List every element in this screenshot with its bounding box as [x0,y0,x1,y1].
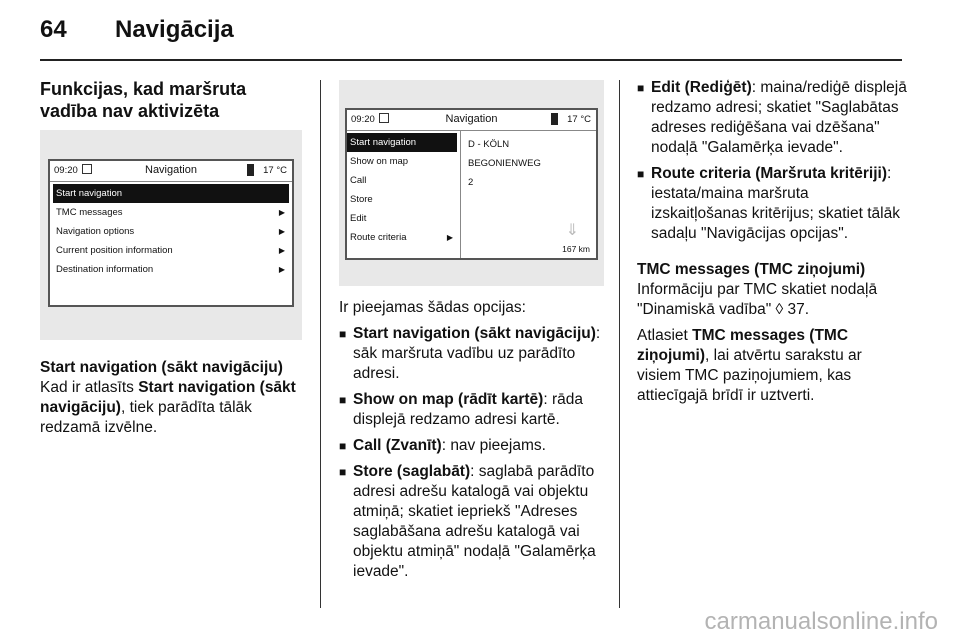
option-list [339,324,609,582]
paragraph: Kad ir atlasīts Start navigation (sākt navigāciju), tiek parādīta tālāk redzamā izvēlne. [40,379,296,436]
arrow-down-icon: ⇓ [565,222,579,239]
destination-detail [468,135,541,192]
menu-item-edit[interactable]: Edit [350,213,367,224]
watermark: carmanualsonline.info [704,608,938,635]
screen-title: Navigation [445,113,498,125]
screen-figure-2 [339,80,604,286]
menu-item-start-navigation[interactable]: Start navigation [347,133,457,152]
chevron-right-icon: ▶ [278,208,285,217]
menu-item-start-navigation[interactable]: Start navigation [53,184,289,203]
display-screen [48,159,294,307]
screen-figure-1 [40,130,302,340]
thermometer-icon [247,164,254,176]
list-item: ■ Start navigation (sākt navigāciju): sāk maršruta vadību uz parādīto adresi. [339,324,609,384]
column-divider [320,80,321,608]
chevron-right-icon: ▶ [446,233,453,242]
column-divider [619,80,620,608]
menu-item-store[interactable]: Store [350,194,373,205]
list-item: ■ Route criteria (Maršruta kritēriji): iestata/maina maršruta izskaitļošanas kritērijus; skatiet tālāk sadaļu "Navigācijas opcijas". [637,164,907,244]
status-bar [347,110,596,131]
column-3 [637,78,907,406]
destination-street: BEGONIENWEG [468,158,541,169]
section-title: Funkcijas, kad maršruta vadība nav aktivizēta [40,79,247,121]
chevron-right-icon: ▶ [278,227,285,236]
paragraph: Informāciju par TMC skatiet nodaļā "Dinamiskā vadība" ◊ 37. [637,281,878,318]
destination-city: D - KÖLN [468,139,510,150]
list-item: ■ Edit (Rediģēt): maina/rediģē displejā redzamo adresi; skatiet "Saglabātas adreses rediģēšana vai dzēšana" nodaļā "Galamērķa ievade". [637,78,907,158]
column-2 [339,298,609,588]
screen-title: Navigation [145,164,197,176]
menu-item-destination-information[interactable]: Destination information ▶ [53,260,289,279]
menu-item-current-position[interactable]: Current position information ▶ [53,241,289,260]
menu-item-show-on-map[interactable]: Show on map [350,156,409,167]
list-item: ■ Store (saglabāt): saglabā parādīto adresi adrešu katalogā vai objektu atmiņā; skatiet iepriekš "Adreses saglabāšana adrešu katalogā vai objektu atmiņā" nodaļā "Galamērķa ievade". [339,462,609,582]
status-bar [50,161,292,182]
menu-list [347,133,457,247]
column-1 [40,78,306,122]
list-item: ■ Show on map (rādīt kartē): rāda displejā redzamo adresi kartē. [339,390,609,430]
column-1-body [40,358,306,438]
display-screen [345,108,598,260]
panel-divider [460,130,461,258]
chevron-right-icon: ▶ [278,265,285,274]
thermometer-icon [551,113,558,125]
clock-time: 09:20 [351,114,375,125]
distance: 167 km [562,244,590,254]
page-number: 64 [40,16,67,43]
paragraph: Ir pieejamas šādas opcijas: [339,299,526,316]
chapter-title: Navigācija [115,16,234,43]
menu-item-tmc-messages[interactable]: TMC messages ▶ [53,203,289,222]
list-item: ■ Call (Zvanīt): nav pieejams. [339,436,609,456]
menu-list [53,184,289,279]
temperature: 17 °C [567,114,591,125]
paragraph: Atlasiet TMC messages (TMC ziņojumi), lai atvērtu sarakstu ar visiem TMC paziņojumiem, kas attiecīgajā brīdī ir uztverti. [637,327,862,404]
destination-number: 2 [468,177,474,188]
subsection-title: TMC messages (TMC ziņojumi) [637,261,866,278]
clock-time: 09:20 [54,165,78,176]
header-rule [40,59,902,61]
chevron-right-icon: ▶ [278,246,285,255]
option-list [637,78,907,244]
menu-item-route-criteria[interactable]: Route criteria ▶ [347,228,457,247]
subsection-title: Start navigation (sākt navigāciju) [40,359,283,376]
spacer [637,250,907,260]
page-header [40,14,900,50]
menu-item-navigation-options[interactable]: Navigation options ▶ [53,222,289,241]
temperature: 17 °C [263,165,287,176]
menu-item-call[interactable]: Call [350,175,367,186]
